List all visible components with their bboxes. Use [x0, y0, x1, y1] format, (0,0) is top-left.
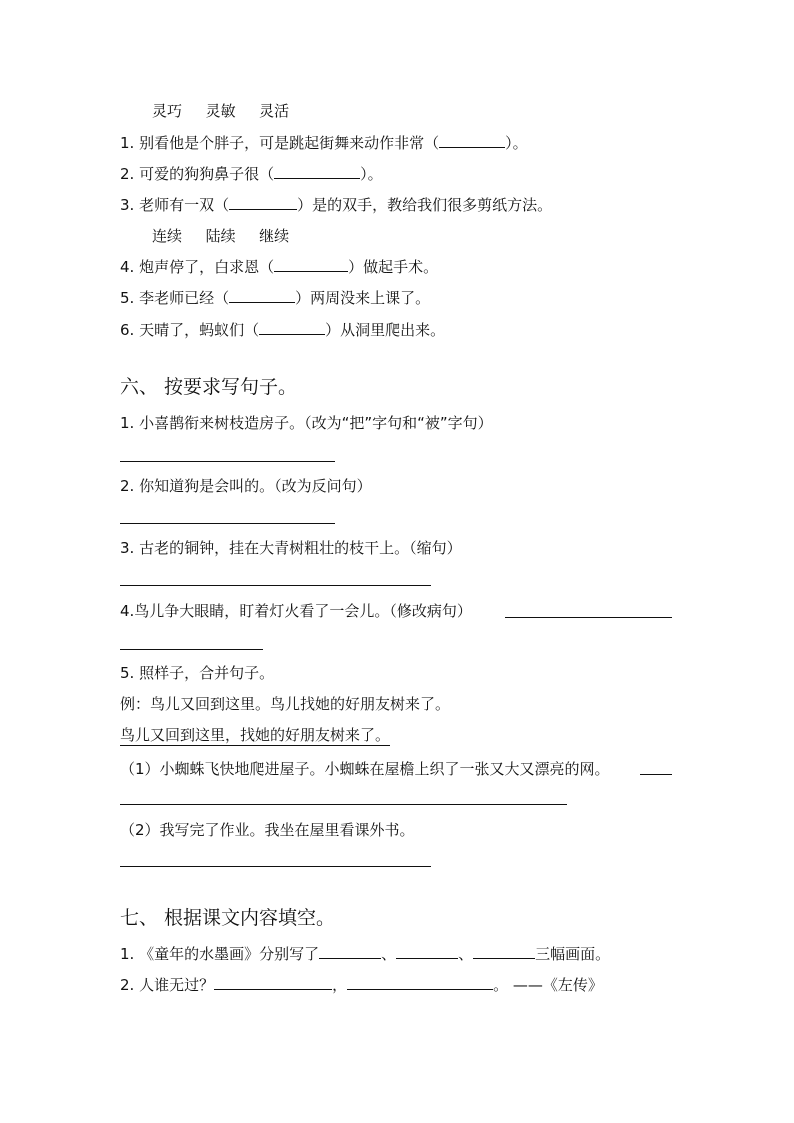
fill-question-1 [120, 133, 528, 153]
question-text: 1. 别看他是个胖子，可是跳起街舞来动作非常（ [120, 134, 440, 152]
word-option: 陆续 [205, 227, 236, 245]
answer-line[interactable] [120, 804, 567, 805]
answer-blank[interactable] [229, 288, 295, 303]
recall-question-2 [120, 975, 603, 995]
answer-blank[interactable] [274, 257, 348, 272]
question-text: 2. 可爱的狗狗鼻子很（ [120, 165, 275, 183]
answer-blank[interactable] [439, 133, 505, 148]
answer-blank[interactable] [347, 975, 493, 990]
question-text: ）从洞里爬出来。 [325, 321, 446, 339]
rewrite-question-5: 5. 照样子，合并句子。 [120, 664, 275, 682]
answer-blank[interactable] [214, 975, 332, 990]
answer-blank[interactable] [229, 195, 297, 210]
fill-question-2 [120, 164, 383, 184]
word-bank-1 [152, 101, 289, 121]
question-text: ）是的双手，教给我们很多剪纸方法。 [297, 196, 553, 214]
answer-line[interactable] [120, 649, 263, 650]
answer-blank[interactable] [396, 944, 458, 959]
fill-question-4 [120, 257, 438, 277]
answer-blank[interactable] [274, 164, 360, 179]
answer-line[interactable] [120, 585, 431, 586]
rewrite-question-3: 3. 古老的铜钟，挂在大青树粗壮的枝干上。（缩句） [120, 539, 462, 557]
word-option: 继续 [259, 227, 290, 245]
question-text: 。 ——《左传》 [493, 976, 603, 994]
question-text: ）两周没来上课了。 [295, 289, 431, 307]
sub-question-1: （1）小蜘蛛飞快地爬进屋子。小蜘蛛在屋檐上织了一张又大又漂亮的网。 [120, 760, 610, 778]
question-text: ）。 [505, 134, 528, 152]
word-option: 连续 [152, 227, 183, 245]
section-heading-6: 六、 按要求写句子。 [120, 376, 298, 398]
question-text: ）。 [360, 165, 383, 183]
answer-line[interactable] [120, 461, 335, 462]
word-option: 灵敏 [205, 102, 236, 120]
word-bank-2 [152, 226, 289, 246]
answer-line[interactable] [640, 774, 672, 775]
rewrite-question-2: 2. 你知道狗是会叫的。（改为反问句） [120, 477, 372, 495]
fill-question-6 [120, 320, 445, 340]
separator: 、 [458, 945, 474, 963]
answer-blank[interactable] [473, 944, 535, 959]
question-text: 三幅画面。 [535, 945, 611, 963]
recall-question-1 [120, 944, 610, 964]
example-answer-text: 鸟儿又回到这里，找她的好朋友树来了。 [120, 726, 391, 744]
word-option: 灵巧 [152, 102, 183, 120]
example-answer [120, 725, 390, 745]
answer-blank[interactable] [319, 944, 381, 959]
question-text: ）做起手术。 [348, 258, 439, 276]
question-text: 2. 人谁无过？ [120, 976, 215, 994]
answer-blank[interactable] [259, 320, 325, 335]
fill-question-3 [120, 195, 552, 215]
rewrite-question-4: 4.鸟儿争大眼睛，盯着灯火看了一会儿。（修改病句） [120, 602, 472, 620]
example-sentence: 例：鸟儿又回到这里。鸟儿找她的好朋友树来了。 [120, 695, 451, 713]
question-text: 5. 李老师已经（ [120, 289, 230, 307]
question-text: 1. 《童年的水墨画》分别写了 [120, 945, 320, 963]
answer-line[interactable] [505, 617, 672, 618]
separator: ， [332, 976, 348, 994]
answer-line[interactable] [120, 866, 431, 867]
answer-line[interactable] [120, 523, 335, 524]
fill-question-5 [120, 288, 430, 308]
question-text: 3. 老师有一双（ [120, 196, 230, 214]
separator: 、 [381, 945, 397, 963]
question-text: 6. 天晴了，蚂蚁们（ [120, 321, 260, 339]
section-heading-7: 七、 根据课文内容填空。 [120, 907, 336, 929]
word-option: 灵活 [259, 102, 290, 120]
question-text: 4. 炮声停了，白求恩（ [120, 258, 275, 276]
rewrite-question-1: 1. 小喜鹊衔来树枝造房子。（改为“把”字句和“被”字句） [120, 414, 493, 432]
sub-question-2: （2）我写完了作业。我坐在屋里看课外书。 [120, 821, 415, 839]
